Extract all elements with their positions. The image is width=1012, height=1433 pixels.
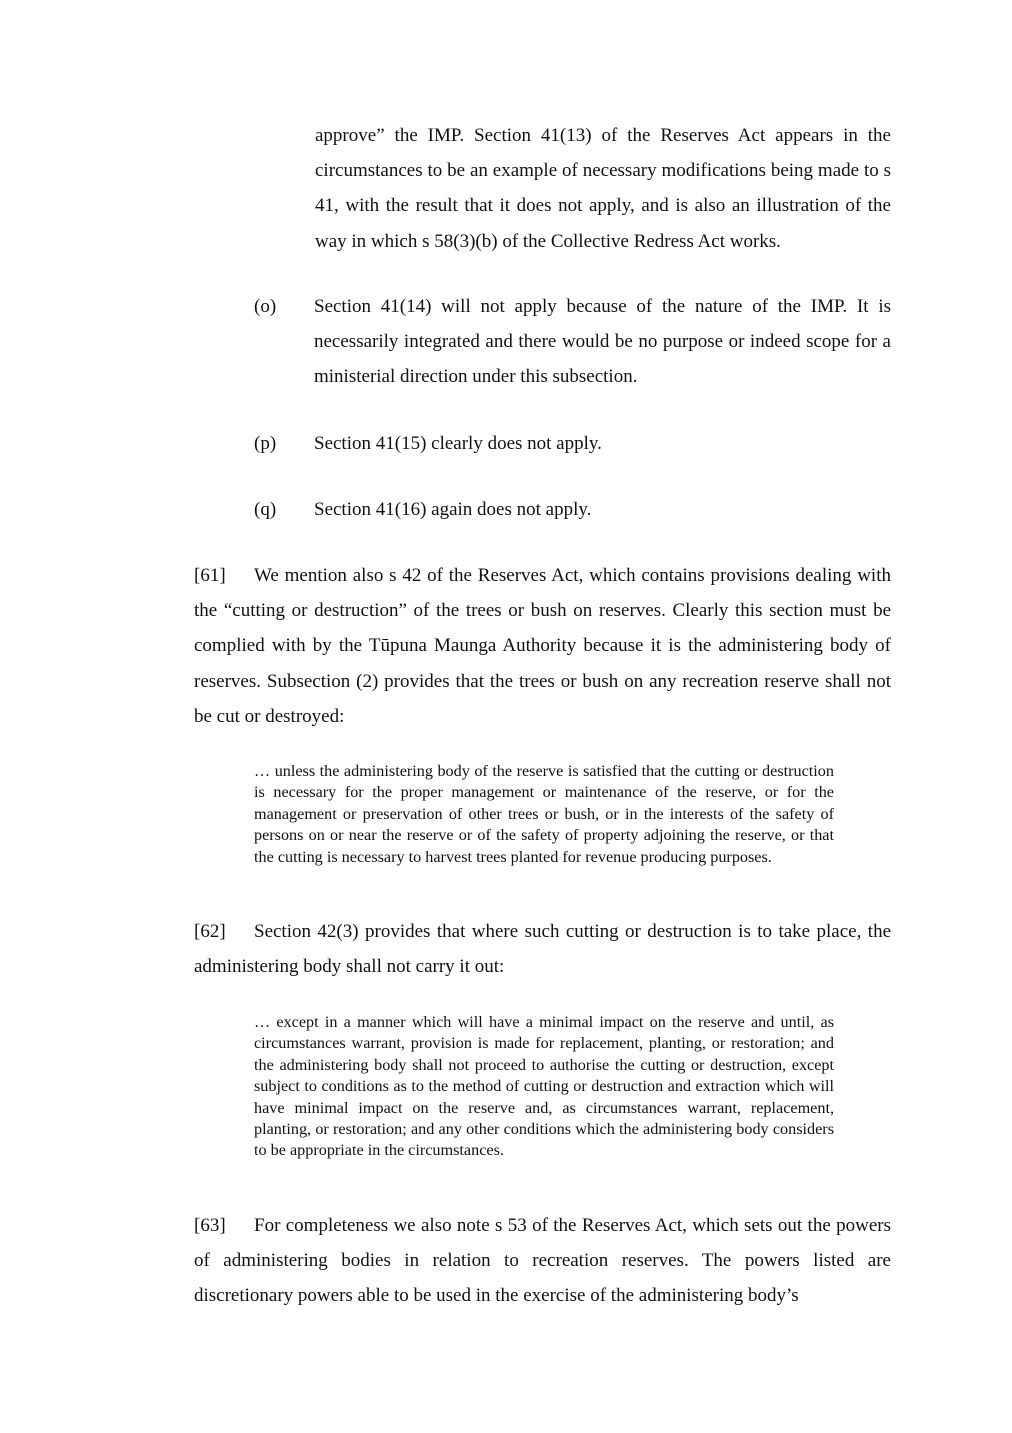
- paragraph-62: [194, 914, 891, 984]
- subparagraph-label: (p): [254, 433, 277, 454]
- subparagraph-o: [254, 289, 891, 395]
- subparagraph-text: Section 41(14) will not apply because of the nature of the IMP. It is necessarily integrated and there would be no purpose or indeed scope for a ministerial direction under this subsection.: [314, 296, 891, 388]
- subparagraph-label: (q): [254, 499, 277, 520]
- paragraph-63: [194, 1208, 891, 1314]
- paragraph-text: Section 42(3) provides that where such cutting or destruction is to take place, the administering body shall not carry it out:: [194, 921, 891, 978]
- paragraph-number: [63]: [194, 1215, 226, 1236]
- subparagraph-text: Section 41(15) clearly does not apply.: [314, 433, 602, 454]
- paragraph-text: We mention also s 42 of the Reserves Act, which contains provisions dealing with the “cutting or destruction” of the trees or bush on reserves. Clearly this section must be complied with by the Tūpuna Maunga Authority because it is the administering body of reserves. Subsection (2) provides that the trees or bush on any recreation reserve shall not be cut or destroyed:: [194, 565, 891, 727]
- paragraph-61: [194, 558, 891, 734]
- block-quote: … unless the administering body of the reserve is satisfied that the cutting or destruction is necessary for the proper management or maintenance of the reserve, or for the management or preservation of other trees or bush, or in the interests of the safety of persons on or near the reserve or of the safety of property adjoining the reserve, or that the cutting is necessary to harvest trees planted for revenue producing purposes.: [254, 762, 834, 866]
- subparagraph-text: Section 41(16) again does not apply.: [314, 499, 592, 520]
- paragraph-number: [61]: [194, 565, 226, 586]
- paragraph-text: For completeness we also note s 53 of the Reserves Act, which sets out the powers of administering bodies in relation to recreation reserves. The powers listed are discretionary powers able to be used in the exercise of the administering body’s: [194, 1215, 891, 1307]
- continued-paragraph: approve” the IMP. Section 41(13) of the Reserves Act appears in the circumstances to be an example of necessary modifications being made to s 41, with the result that it does not apply, and is also an illustration of the way in which s 58(3)(b) of the Collective Redress Act works.: [315, 125, 891, 252]
- paragraph-number: [62]: [194, 921, 226, 942]
- subparagraph-label: (o): [254, 296, 277, 317]
- subparagraph-q: [254, 492, 891, 527]
- subparagraph-p: [254, 426, 891, 461]
- block-quote: … except in a manner which will have a minimal impact on the reserve and until, as circumstances warrant, provision is made for replacement, planting, or restoration; and the administering body shall not proceed to authorise the cutting or destruction, except subject to conditions as to the method of cutting or destruction and extraction which will have minimal impact on the reserve and, as circumstances warrant, replacement, planting, or restoration; and any other conditions which the administering body considers to be appropriate in the circumstances.: [254, 1013, 834, 1160]
